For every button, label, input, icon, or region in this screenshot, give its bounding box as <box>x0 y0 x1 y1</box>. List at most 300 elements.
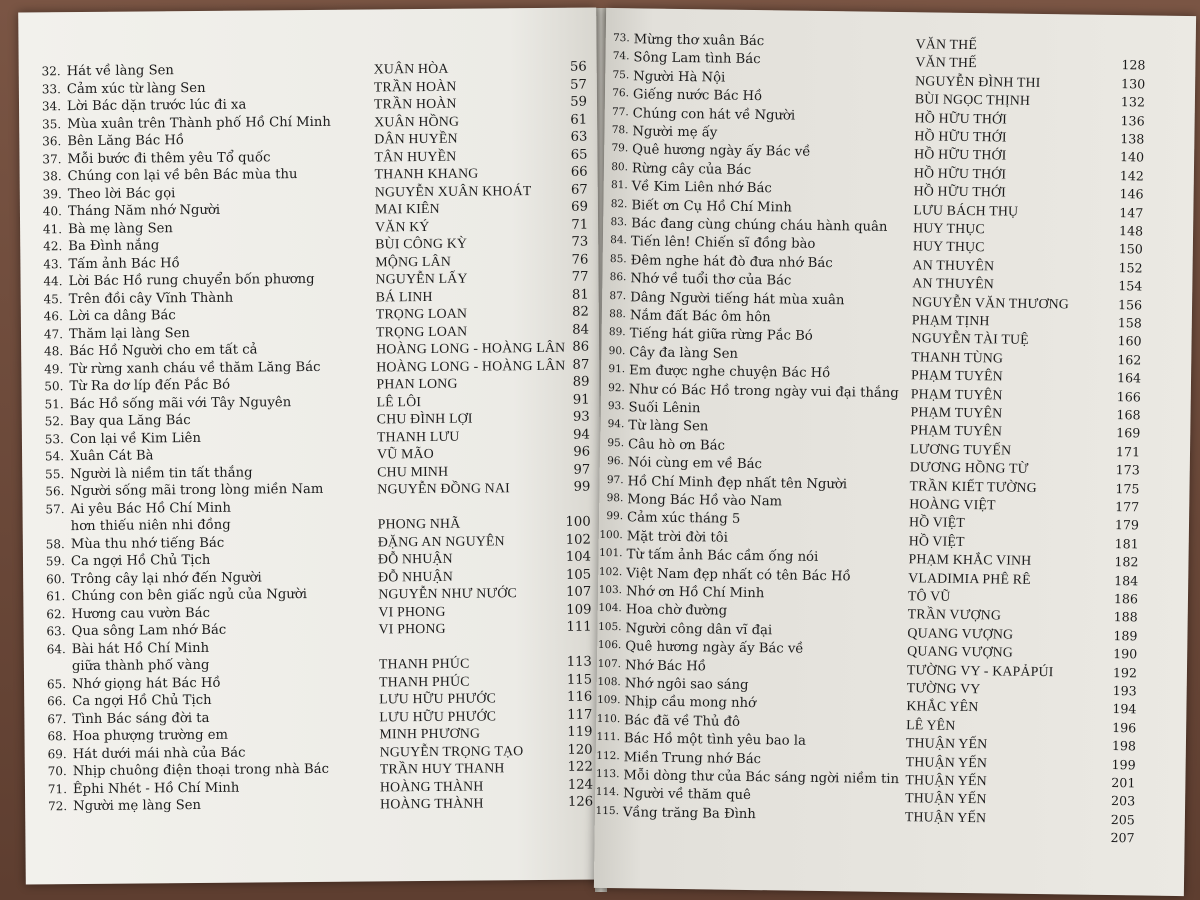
entry-title: hơn thiếu niên nhi đồng <box>70 517 231 535</box>
entry-page: 96 <box>573 444 591 460</box>
entry-author: TRỌNG LOAN <box>375 323 468 339</box>
entry-page: 182 <box>1114 554 1139 570</box>
entry-page: 177 <box>1115 499 1140 515</box>
entry-number: 113. <box>596 767 620 781</box>
entry-title: Bài hát Hồ Chí Minh <box>71 640 210 657</box>
entry-number: 62. <box>46 606 66 621</box>
entry-title: Hương cau vườn Bác <box>71 605 211 622</box>
entry-title: Từ tấm ảnh Bác cầm ống nói <box>626 547 819 566</box>
entry-author: NGUYỄN ĐÌNH THI <box>915 73 1041 90</box>
entry-title: Cảm xúc tháng 5 <box>626 510 741 528</box>
entry-title: Con lại về Kim Liên <box>69 430 201 447</box>
entry-title: Chúng con bên giấc ngủ của Người <box>71 587 308 605</box>
entry-number: 95. <box>607 436 625 450</box>
entry-author: HOÀNG LONG - HOÀNG LÂN <box>376 339 566 357</box>
entry-page: 107 <box>566 584 592 600</box>
entry-page: 138 <box>1120 131 1145 147</box>
entry-page: 156 <box>1117 296 1143 313</box>
entry-author: HUY THỤC <box>912 238 985 255</box>
entry-title: Người về thăm quê <box>623 786 751 804</box>
entry-number: 65. <box>46 676 67 691</box>
entry-page: 86 <box>572 339 590 355</box>
entry-page: 198 <box>1111 738 1137 754</box>
entry-number: 110. <box>596 712 621 725</box>
entry-page: 91 <box>572 392 590 408</box>
entry-title: Tấm ảnh Bác Hồ <box>68 255 180 272</box>
entry-title: Mừng thơ xuân Bác <box>633 32 765 50</box>
entry-title: Sông Lam tình Bác <box>633 50 761 68</box>
entry-page: 82 <box>571 304 589 320</box>
entry-title: Hát dưới mái nhà của Bác <box>72 745 246 762</box>
entry-title: Tiến lên! Chiến sĩ đồng bào <box>630 234 816 253</box>
entry-author: TÔ VŨ <box>907 588 951 604</box>
entry-title: Người sống mãi trong lòng miền Nam <box>70 481 324 500</box>
entry-page: 113 <box>566 654 592 670</box>
entry-number: 114. <box>595 786 620 799</box>
entry-title: Bên Lăng Bác Hồ <box>67 133 185 150</box>
entry-number: 36. <box>42 134 62 149</box>
entry-number: 75. <box>612 68 630 82</box>
entry-author: MINH PHƯƠNG <box>379 725 481 742</box>
entry-number: 76. <box>612 87 630 100</box>
entry-title: Người là niềm tin tất thắng <box>70 465 253 482</box>
entry-title: Bác Hồ Người cho em tất cả <box>69 342 258 360</box>
entry-title: Lời ca dâng Bác <box>68 308 176 325</box>
entry-author: PHẠM TUYÊN <box>910 385 1003 403</box>
entry-author: VĂN THẾ <box>915 36 978 53</box>
entry-number: 70. <box>47 764 67 779</box>
entry-author: THUẬN YẾN <box>905 772 987 789</box>
entry-title: Nhớ ngôi sao sáng <box>624 676 749 693</box>
left-page <box>18 7 604 884</box>
entry-title: Trên đồi cây Vĩnh Thành <box>68 290 234 307</box>
entry-author: THUẬN YẾN <box>905 753 988 770</box>
entry-page: 69 <box>571 199 588 215</box>
entry-page: 142 <box>1119 167 1144 184</box>
entry-author: QUANG VƯỢNG <box>907 624 1014 642</box>
entry-author: LÊ YÊN <box>906 716 956 733</box>
entry-page: 76 <box>571 252 589 268</box>
entry-number: 79. <box>611 142 629 155</box>
entry-number: 91. <box>608 363 626 376</box>
entry-title: Bác Hồ một tình yêu bao la <box>623 731 807 749</box>
entry-title: Chúng con lại về bên Bác mùa thu <box>67 167 298 185</box>
entry-number: 55. <box>45 466 65 481</box>
entry-number: 60. <box>45 571 66 586</box>
entry-title: Hát về làng Sen <box>66 63 174 80</box>
entry-author: VŨ MÃO <box>377 445 434 462</box>
entry-title: Bác đã về Thủ đô <box>624 713 741 730</box>
entry-title: Suối Lênin <box>628 400 701 417</box>
entry-number: 93. <box>607 399 625 413</box>
entry-author: THUẬN YẾN <box>905 790 987 807</box>
entry-title: Hồ Chí Minh đẹp nhất tên Người <box>627 473 848 492</box>
entry-page: 160 <box>1117 333 1142 349</box>
entry-title: Nhớ Bác Hồ <box>624 657 706 674</box>
entry-author: HOÀNG VIỆT <box>909 496 996 513</box>
entry-author: CHU MINH <box>377 463 449 479</box>
entry-number: 54. <box>44 449 65 464</box>
entry-number: 101. <box>599 547 623 560</box>
entry-title: Dâng Người tiếng hát mùa xuân <box>630 289 845 308</box>
entry-page: 56 <box>569 59 587 75</box>
entry-title: giữa thành phố vàng <box>71 657 210 675</box>
entry-number: 59. <box>45 554 66 569</box>
entry-title: Từ rừng xanh cháu về thăm Lăng Bác <box>69 359 321 377</box>
entry-page: 207 <box>1110 830 1135 846</box>
entry-page: 99 <box>573 479 591 495</box>
entry-author: VĂN THẾ <box>915 54 977 71</box>
entry-title: Việt Nam đẹp nhất có tên Bác Hồ <box>626 565 851 584</box>
entry-page: 152 <box>1118 259 1143 276</box>
entry-number: 104. <box>598 602 622 615</box>
entry-author: ĐỖ NHUẬN <box>378 568 454 584</box>
toc-entry <box>25 794 603 816</box>
entry-author: VI PHONG <box>378 603 446 619</box>
entry-number: 50. <box>44 379 64 394</box>
entry-author: AN THUYÊN <box>912 257 995 274</box>
entry-number: 45. <box>43 291 63 306</box>
entry-page: 140 <box>1119 149 1145 165</box>
entry-author: NGUYỄN XUÂN KHOÁT <box>374 182 532 199</box>
entry-author: NGUYỄN TRỌNG TẠO <box>379 742 524 759</box>
entry-number: 105. <box>598 620 622 633</box>
entry-title: Như có Bác Hồ trong ngày vui đại thắng <box>628 381 899 401</box>
entry-author: PHẠM TỊNH <box>911 312 990 329</box>
entry-author: ĐỖ NHUẬN <box>377 550 453 567</box>
entry-page: 169 <box>1116 425 1141 441</box>
entry-title: Hoa chờ đường <box>625 602 728 620</box>
entry-number: 56. <box>45 484 65 499</box>
entry-author: HỒ VIỆT <box>908 532 965 549</box>
entry-page: 126 <box>567 794 594 810</box>
entry-author: HỒ HỮU THỚI <box>913 183 1007 200</box>
entry-author: MAI KIÊN <box>374 200 440 217</box>
entry-author: PHẠM TUYÊN <box>910 367 1004 384</box>
entry-number: 37. <box>42 151 62 166</box>
entry-author: LƯU HỮU PHƯỚC <box>379 707 497 724</box>
entry-number: 38. <box>42 169 62 184</box>
entry-author: LƯU BÁCH THỤ <box>913 201 1019 219</box>
entry-number: 68. <box>47 729 67 744</box>
entry-author: TRẦN KIẾT TƯỜNG <box>909 477 1038 495</box>
entry-title: Về Kim Liên nhớ Bác <box>631 179 772 197</box>
entry-number: 97. <box>606 473 624 486</box>
entry-title: Mùa xuân trên Thành phố Hồ Chí Minh <box>67 114 331 132</box>
entry-title: Chúng con hát về Người <box>632 105 796 124</box>
entry-number: 53. <box>44 431 64 446</box>
entry-page: 194 <box>1112 701 1137 717</box>
entry-number: 39. <box>42 186 62 201</box>
entry-author: HOÀNG THÀNH <box>379 778 484 794</box>
entry-title: Theo lời Bác gọi <box>67 185 176 202</box>
entry-title: Lời Bác Hồ rung chuyển bốn phương <box>68 271 315 290</box>
entry-title: Người mẹ làng Sen <box>73 797 202 815</box>
entry-page: 150 <box>1118 241 1143 257</box>
entry-author: VĂN KÝ <box>375 218 430 234</box>
entry-author: KHẮC YÊN <box>906 698 979 715</box>
entry-number: 98. <box>606 491 624 505</box>
entry-title: Người công dân vĩ đại <box>625 621 773 639</box>
entry-page: 71 <box>571 217 589 233</box>
entry-page <box>1106 39 1146 40</box>
entry-page: 111 <box>566 619 592 635</box>
entry-title: Trông cây lại nhớ đến Người <box>71 569 262 587</box>
entry-page: 168 <box>1116 407 1141 423</box>
entry-page: 199 <box>1111 756 1136 772</box>
entry-title: Tình Bác sáng đời ta <box>72 710 210 727</box>
entry-number: 34. <box>41 99 62 114</box>
entry-author: QUANG VƯỢNG <box>907 643 1014 660</box>
entry-page: 63 <box>570 129 588 145</box>
entry-page: 193 <box>1112 683 1137 699</box>
entry-title: Từ làng Sen <box>628 418 709 435</box>
entry-title: Nắm đất Bác ôm hôn <box>629 308 771 326</box>
entry-number: 63. <box>46 624 66 639</box>
entry-number: 82. <box>610 197 628 210</box>
entry-title: Nhịp cầu mong nhớ <box>624 694 757 712</box>
entry-number: 49. <box>44 361 64 376</box>
entry-title: Nhớ ơn Hồ Chí Minh <box>625 584 765 602</box>
entry-number: 100. <box>599 528 623 542</box>
entry-page: 105 <box>565 567 592 583</box>
entry-number: 42. <box>43 239 63 254</box>
entry-author: THANH PHÚC <box>378 655 470 672</box>
entry-page: 158 <box>1117 315 1142 331</box>
entry-author: TRẦN HUY THANH <box>379 760 505 777</box>
entry-number: 90. <box>608 344 626 358</box>
entry-title: Ca ngợi Hồ Chủ Tịch <box>72 692 212 710</box>
entry-page: 100 <box>565 514 591 530</box>
entry-author: TƯỜNG VY <box>906 680 981 697</box>
entry-author: THANH KHANG <box>374 165 479 182</box>
entry-number: 92. <box>608 381 625 394</box>
entry-author: HỒ HỮU THỚI <box>914 109 1008 127</box>
entry-page: 120 <box>567 742 593 758</box>
entry-page: 102 <box>565 532 591 548</box>
entry-author: BÙI CÔNG KỲ <box>375 235 468 252</box>
entry-number: 66. <box>47 694 67 709</box>
entry-number: 48. <box>44 344 64 359</box>
entry-page: 87 <box>572 357 590 373</box>
entry-number: 43. <box>43 256 63 271</box>
entry-page: 65 <box>570 147 588 163</box>
entry-author: TRẦN HOÀN <box>373 95 457 112</box>
entry-title: Ca ngợi Hồ Chủ Tịch <box>70 552 211 570</box>
entry-title: Bác đang cùng chúng cháu hành quân <box>631 216 888 235</box>
entry-number: 102. <box>598 565 623 578</box>
entry-number: 78. <box>611 124 629 137</box>
entry-author: TRẦN VƯỢNG <box>907 606 1002 623</box>
entry-author: AN THUYÊN <box>912 275 995 292</box>
entry-title: Lời Bác dặn trước lúc đi xa <box>66 97 247 115</box>
entry-page: 175 <box>1115 480 1140 497</box>
entry-title: Nhớ về tuổi thơ của Bác <box>630 271 792 289</box>
entry-title: Biết ơn Cụ Hồ Chí Minh <box>631 197 792 216</box>
entry-title: Qua sông Lam nhớ Bác <box>71 622 227 640</box>
entry-author: HOÀNG LONG - HOÀNG LÂN <box>376 357 566 374</box>
entry-author: XUÂN HỒNG <box>374 113 460 129</box>
entry-number: 81. <box>610 179 628 192</box>
entry-number: 87. <box>609 289 627 302</box>
entry-page: 116 <box>566 689 593 705</box>
entry-number: 71. <box>47 781 68 796</box>
entry-author: HUY THỤC <box>913 220 985 237</box>
entry-title: Hoa phượng trường em <box>72 727 229 745</box>
entry-title: Mùa thu nhớ tiếng Bác <box>70 535 225 552</box>
entry-title: Giếng nước Bác Hồ <box>632 87 763 105</box>
entry-number: 74. <box>612 50 630 63</box>
entry-number: 44. <box>43 274 63 289</box>
entry-number: 85. <box>609 252 627 266</box>
entry-title: Đêm nghe hát đò đưa nhớ Bác <box>630 253 833 271</box>
entry-page: 136 <box>1120 112 1145 129</box>
entry-page: 146 <box>1119 186 1144 202</box>
entry-page: 77 <box>571 269 589 285</box>
entry-author: LƯU HỮU PHƯỚC <box>379 690 497 707</box>
entry-number: 83. <box>610 216 628 229</box>
entry-title: Quê hương ngày ấy Bác về <box>625 639 804 657</box>
entry-number: 86. <box>609 271 627 284</box>
entry-number: 84. <box>610 234 628 247</box>
entry-number: 67. <box>47 711 67 726</box>
entry-title: Từ Ra dơ líp đến Pắc Bó <box>69 377 231 395</box>
entry-page: 130 <box>1121 75 1146 92</box>
entry-author: DÂN HUYỀN <box>374 130 458 147</box>
entry-author: BÁ LINH <box>375 288 433 304</box>
entry-title: Mong Bác Hồ vào Nam <box>627 492 783 510</box>
entry-page: 128 <box>1121 57 1146 73</box>
entry-page: 109 <box>566 602 592 618</box>
entry-page: 147 <box>1119 204 1144 221</box>
entry-page: 57 <box>570 77 587 93</box>
entry-number: 103. <box>598 583 623 597</box>
entry-title: Nhịp chuông điện thoại trong nhà Bác <box>72 761 330 780</box>
entry-author: VLADIMIA PHÊ RÊ <box>908 569 1031 587</box>
entry-page: 67 <box>570 182 588 198</box>
entry-page: 94 <box>573 427 590 443</box>
entry-number: 108. <box>597 675 621 689</box>
entry-author: NGUYỄN LẤY <box>375 270 468 287</box>
entry-page: 66 <box>570 164 588 180</box>
entry-author: BÙI NGỌC THỊNH <box>914 91 1031 109</box>
entry-number: 64. <box>46 641 66 656</box>
entry-number: 89. <box>608 326 626 339</box>
entry-number: 47. <box>43 326 64 341</box>
entry-number: 41. <box>42 221 63 236</box>
entry-author: PHẠM TUYÊN <box>910 422 1003 439</box>
entry-author: NGUYỄN VĂN THƯƠNG <box>912 293 1070 312</box>
entry-author: THANH LƯU <box>376 428 460 444</box>
entry-page: 73 <box>571 234 589 250</box>
entry-title: Vầng trăng Ba Đình <box>622 805 756 822</box>
entry-author: CHU ĐÌNH LỢI <box>376 410 473 427</box>
entry-author: VI PHONG <box>378 620 446 637</box>
entry-title: Cảm xúc từ làng Sen <box>66 80 206 97</box>
entry-author: LÊ LÔI <box>376 393 422 409</box>
entry-page: 201 <box>1111 775 1136 791</box>
entry-page: 205 <box>1110 811 1135 828</box>
entry-author: TRẦN HOÀN <box>373 78 457 94</box>
entry-author: HỒ HỮU THỚI <box>913 165 1007 182</box>
entry-page: 81 <box>571 287 589 303</box>
entry-page: 203 <box>1110 793 1136 809</box>
entry-page: 190 <box>1113 646 1138 662</box>
entry-author: HỒ HỮU THỚI <box>914 146 1007 163</box>
entry-title: Ai yêu Bác Hồ Chí Minh <box>70 500 232 517</box>
entry-title: Mỗi dòng thư của Bác sáng ngời niềm tin <box>623 768 900 788</box>
entry-number: 35. <box>42 116 62 131</box>
entry-number: 88. <box>609 307 626 321</box>
entry-page: 196 <box>1112 719 1137 736</box>
entry-author: XUÂN HÒA <box>373 60 449 77</box>
entry-number: 96. <box>607 455 624 468</box>
entry-title: Bác Hồ sống mãi với Tây Nguyên <box>69 394 292 412</box>
toc-list-right <box>594 8 1196 896</box>
entry-number: 107. <box>597 657 622 670</box>
entry-author: HỒ HỮU THỚI <box>914 128 1007 145</box>
entry-number: 109. <box>597 694 621 707</box>
entry-page: 89 <box>572 374 590 390</box>
entry-author: THANH TÙNG <box>911 349 1004 366</box>
entry-page: 124 <box>567 777 594 793</box>
entry-page: 97 <box>573 462 591 478</box>
entry-page: 148 <box>1118 223 1144 239</box>
entry-page: 186 <box>1113 591 1139 607</box>
entry-author: TƯỜNG VY - KAPẢPÚI <box>906 661 1054 679</box>
entry-number: 77. <box>611 105 629 118</box>
entry-number: 58. <box>45 536 65 551</box>
entry-author: HỒ VIỆT <box>908 514 966 531</box>
entry-page: 115 <box>566 672 593 688</box>
entry-page: 59 <box>570 94 588 110</box>
entry-number: 80. <box>611 160 629 174</box>
entry-title: Tiếng hát giữa rừng Pắc Bó <box>629 326 813 345</box>
toc-list-left <box>18 7 604 884</box>
entry-title: Êphi Nhét - Hồ Chí Minh <box>72 780 240 797</box>
entry-title: Cây đa làng Sen <box>629 345 739 362</box>
entry-title: Nói cùng em về Bác <box>627 455 763 473</box>
entry-author: LƯƠNG TUYẾN <box>909 441 1012 458</box>
entry-number: 69. <box>47 746 67 761</box>
entry-number: 112. <box>596 749 620 762</box>
entry-number: 46. <box>43 309 63 324</box>
entry-number: 111. <box>596 731 621 744</box>
entry-title: Bà mẹ làng Sen <box>68 220 173 237</box>
entry-title: Người mẹ ấy <box>632 124 718 141</box>
entry-title: Miền Trung nhớ Bác <box>623 749 762 767</box>
entry-number: 33. <box>41 81 61 96</box>
entry-title: Xuân Cát Bà <box>70 448 154 465</box>
right-page <box>594 8 1196 896</box>
entry-page: 104 <box>565 549 592 565</box>
entry-title: Em được nghe chuyện Bác Hồ <box>629 363 831 382</box>
entry-author: HOÀNG THÀNH <box>380 795 484 812</box>
entry-author: ĐẶNG AN NGUYÊN <box>377 532 505 549</box>
entry-number: 115. <box>595 804 620 817</box>
entry-author: NGUYỄN NHƯ NƯỚC <box>378 585 517 602</box>
entry-page: 84 <box>572 322 590 338</box>
entry-number: 61. <box>46 589 66 604</box>
entry-number: 51. <box>44 396 64 411</box>
entry-number: 32. <box>41 64 61 79</box>
entry-author: TRỌNG LOAN <box>375 305 468 322</box>
entry-page: 173 <box>1115 462 1140 478</box>
entry-page: 93 <box>572 409 590 425</box>
entry-number: 40. <box>42 204 63 219</box>
entry-author: DƯƠNG HỒNG TỪ <box>909 459 1029 477</box>
entry-page: 119 <box>567 724 593 740</box>
